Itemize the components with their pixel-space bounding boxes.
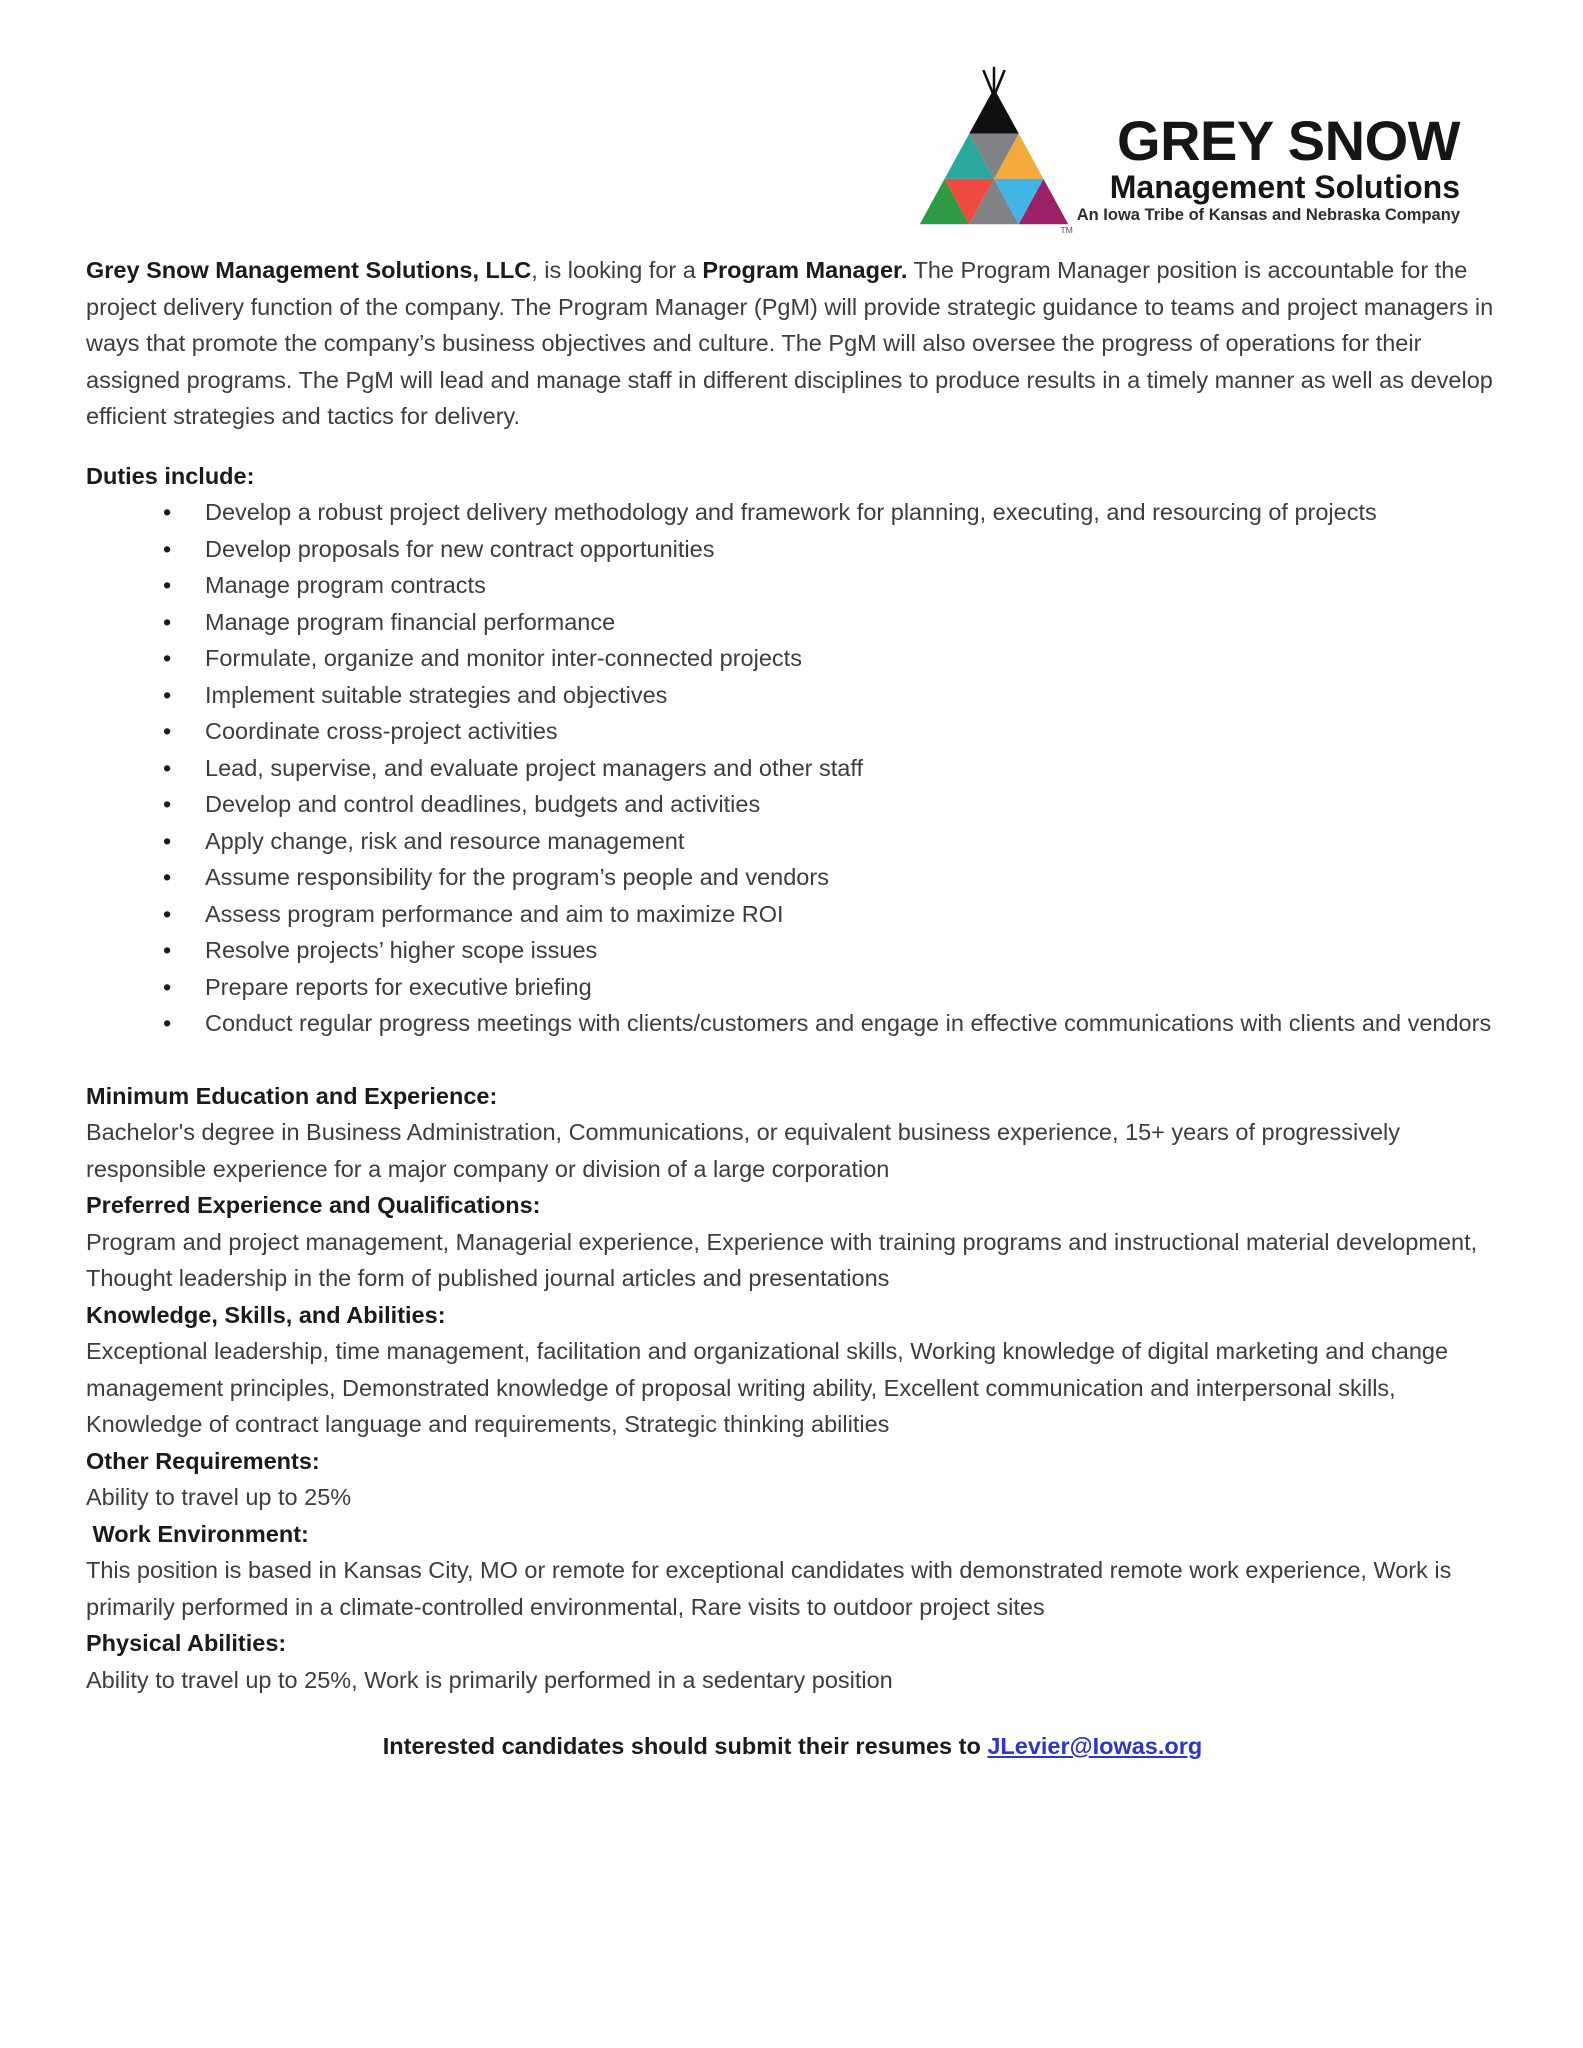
section-heading: Work Environment: [86,1520,309,1547]
duty-item: • Develop and control deadlines, budgets and activities [205,786,1499,823]
document-body [0,252,1583,1765]
duty-item: • Manage program financial performance [205,604,1499,641]
email-link[interactable]: JLevier@Iowas.org [987,1733,1203,1759]
requirement-sections [86,1078,1499,1699]
section-heading: Physical Abilities: [86,1630,287,1656]
duty-item: • Prepare reports for executive briefing [205,969,1499,1006]
duties-list [86,494,1499,1042]
duty-item: • Develop proposals for new contract opportunities [205,531,1499,568]
footer-text: Interested candidates should submit their resumes to [382,1733,988,1759]
section-heading: Knowledge, Skills, and Abilities: [86,1301,446,1328]
duty-item: • Assume responsibility for the program’s people and vendors [205,859,1499,896]
section-heading: Preferred Experience and Qualifications: [86,1192,541,1218]
section-body: Bachelor's degree in Business Administration, Communications, or equivalent business experience, 15+ years of progressively responsible experience for a major company or division of a large corporation [86,1119,1400,1182]
duty-item: • Apply change, risk and resource management [205,823,1499,860]
brand-name: GREY SNOW [1117,109,1460,173]
duty-item: • Implement suitable strategies and objectives [205,677,1499,714]
intro-paragraph [86,252,1499,435]
footer [86,1728,1499,1765]
section-body: This position is based in Kansas City, MO or remote for exceptional candidates with demonstrated remote work experience, Work is primarily performed in a climate-controlled environmental, Rare visits to outdoor project sites [86,1557,1452,1620]
duty-item: • Conduct regular progress meetings with clients/customers and engage in effective communications with clients and vendors [205,1005,1499,1042]
teepee-logo-icon [915,62,1073,238]
teepee-triangle-black [969,88,1019,133]
intro-segment: The Program Manager position is accountable for the project delivery function of the company. The Program Manager (PgM) will provide strategic guidance to teams and project managers in ways that promote the company’s business objectives and culture. The PgM will also oversee the progress of operations for their assigned programs. The PgM will lead and manage staff in different disciplines to produce results in a timely manner as well as develop efficient strategies and tactics for delivery. [86,257,1494,429]
brand-tagline: An Iowa Tribe of Kansas and Nebraska Company [1076,206,1460,225]
section-heading: Minimum Education and Experience: [86,1082,498,1109]
logo [0,0,1583,238]
intro-segment: , is looking for a [531,257,703,283]
brand-text [1076,109,1460,238]
section-body: Exceptional leadership, time management, facilitation and organizational skills, Working knowledge of digital marketing and change management principles, Demonstrated knowledge of proposal writing ability, Excellent communication and interpersonal skills, Knowledge of contract language and requirements, Strategic thinking abilities [86,1338,1449,1437]
intro-segment: Program Manager. [702,257,908,283]
section-body: Ability to travel up to 25%, Work is primarily performed in a sedentary position [86,1666,893,1693]
section-body: Ability to travel up to 25% [86,1484,352,1510]
duties-heading: Duties include: [86,462,255,489]
trademark-symbol: TM [1060,224,1073,235]
section-body: Program and project management, Managerial experience, Experience with training programs and instructional material development, Thought leadership in the form of published journal articles and presentations [86,1228,1478,1291]
duty-item: • Formulate, organize and monitor inter-connected projects [205,640,1499,677]
duty-item: • Resolve projects’ higher scope issues [205,932,1499,969]
duty-item: • Lead, supervise, and evaluate project managers and other staff [205,750,1499,787]
section-heading: Other Requirements: [86,1447,320,1474]
duty-item: • Manage program contracts [205,567,1499,604]
duty-item: • Assess program performance and aim to maximize ROI [205,896,1499,933]
duty-item: • Coordinate cross-project activities [205,713,1499,750]
duty-item: • Develop a robust project delivery methodology and framework for planning, executing, and resourcing of projects [205,494,1499,531]
intro-segment: Grey Snow Management Solutions, LLC [86,257,532,283]
brand-subtitle: Management Solutions [1109,168,1460,205]
